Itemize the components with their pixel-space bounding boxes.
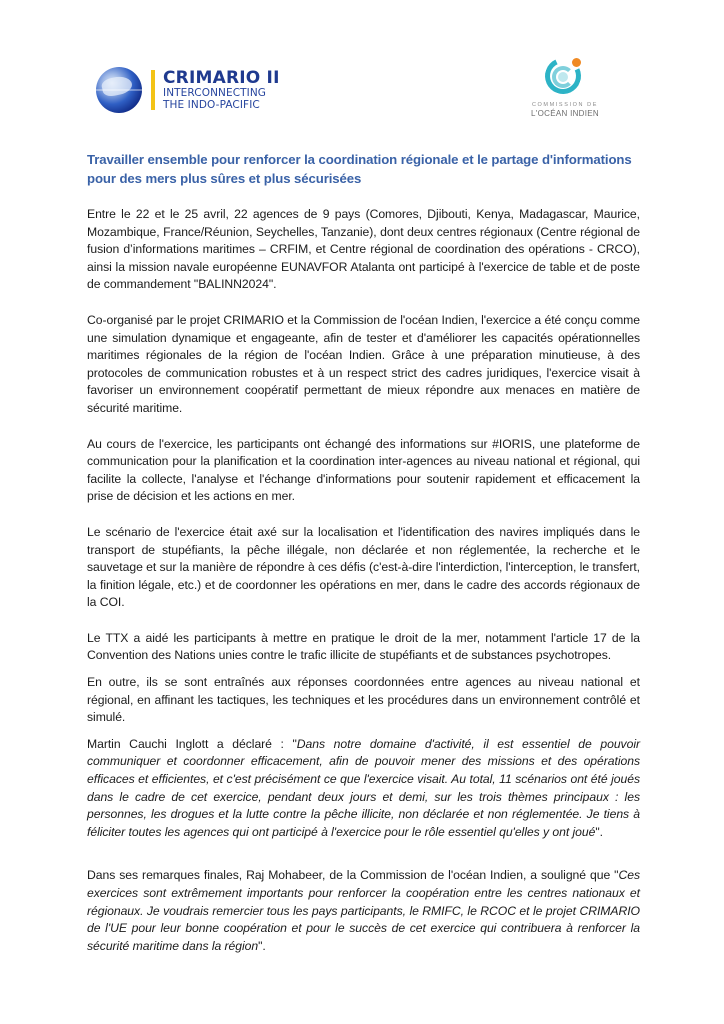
article-headline: Travailler ensemble pour renforcer la coordination régionale et le partage d'informations pour des mers plus sûres et plus sécurisées — [87, 152, 632, 186]
quote-intro: Dans ses remarques finales, Raj Mohabeer, de la Commission de l'océan Indien, a souligné que " — [87, 868, 619, 883]
quote-text: Dans notre domaine d'activité, il est essentiel de pouvoir communiquer et coordonner efficacement, afin de pouvoir mener des missions et des opérations efficaces et efficientes, et c'est précisément ce que l'exercice visait. Au total, 11 scénarios ont été joués dans le cadre de cet exercice, pendant deux jours et demi, sur les trois thèmes principaux : les personnes, les drogues et la lutte contre la pêche illicite, non déclarée et non réglementée. Je tiens à féliciter toutes les agences qui ont participé à l'exercice pour le rôle essentiel qu'elles y ont joué — [87, 736, 640, 839]
paragraph-training: En outre, ils se sont entraînés aux réponses coordonnées entre agences au niveau national et régional, en affinant les tactiques, les techniques et les procédures dans un environnement contrôlé et simulé. — [87, 675, 640, 725]
crimario-subtitle-line1: INTERCONNECTING — [163, 87, 267, 99]
paragraph-quote-mohabeer — [87, 867, 640, 955]
coi-logo-line2: L'OCÉAN INDIEN — [531, 109, 599, 118]
article-body — [87, 150, 640, 973]
crimario-logo — [96, 62, 280, 118]
coi-logo-line1: COMMISSION DE — [531, 102, 599, 108]
paragraph-scenario: Le scénario de l'exercice était axé sur la localisation et l'identification des navires impliqués dans le transport de stupéfiants, la pêche illégale, non déclarée et non réglementée, la recherche et le sauvetage et sur la manière de répondre à ces défis (c'est-à-dire l'interdiction, l'interception, le transfert, la finition légale, etc.) et de coordonner les opérations en mer, dans le cadre des accords régionaux de la COI. — [87, 524, 640, 610]
globe-icon — [96, 67, 142, 113]
crimario-subtitle-line2: THE INDO-PACIFIC — [163, 98, 260, 111]
paragraph-co-organisation: Co-organisé par le projet CRIMARIO et la Commission de l'océan Indien, l'exercice a été conçu comme une simulation dynamique et engageante, afin de tester et d'améliorer les capacités opérationnelles maritimes régionales de la région de l'océan Indien. Grâce à une préparation minutieuse, à des protocoles de communication robustes et à un respect strict des cadres juridiques, l'exercice visait à favoriser un environnement coopératif permettant de mieux répondre aux menaces en matière de sécurité maritime. — [87, 312, 640, 415]
quote-intro: Martin Cauchi Inglott a déclaré : " — [87, 736, 297, 751]
quote-outro: ". — [595, 824, 603, 839]
paragraph-ttx: Le TTX a aidé les participants à mettre en pratique le droit de la mer, notamment l'article 17 de la Convention des Nations unies contre le trafic illicite de stupéfiants et de substances psychotropes. — [87, 630, 640, 663]
paragraph-quote-inglott — [87, 736, 640, 842]
coi-logo — [520, 56, 610, 118]
crimario-title: CRIMARIO II — [163, 68, 280, 88]
coi-spiral-icon — [545, 56, 585, 96]
paragraph-ioris: Au cours de l'exercice, les participants ont échangé des informations sur #IORIS, une plateforme de communication pour la planification et la coordination inter-agences au niveau national et régional, qui facilite la collecte, l'analyse et l'échange d'informations pour soutenir rapidement et efficacement la prise de décision et les actions en mer. — [87, 436, 640, 504]
crimario-logo-text — [163, 70, 280, 110]
paragraph-participants: Entre le 22 et le 25 avril, 22 agences de 9 pays (Comores, Djibouti, Kenya, Madagascar, Maurice, Mozambique, France/Réunion, Seychelles, Tanzanie), dont deux centres régionaux (Centre régional de fusion d’informations maritimes – CRFIM, et Centre régional de coordination des opérations - CRCO), ainsi la mission navale européenne EUNAVFOR Atalanta ont participé à l'exercice de table et de poste de commandement "BALINN2024". — [87, 207, 640, 292]
quote-outro: ". — [258, 938, 266, 953]
quote-text: Ces exercices sont extrêmement importants pour renforcer la coopération entre les centres nationaux et régionaux. Je voudrais remercier tous les pays participants, le RMIFC, le RCOC et le projet CRIMARIO de l'UE pour leur bonne coopération et pour le succès de cet exercice qui contribuera à renforcer la sécurité maritime dans la région — [87, 868, 640, 953]
logo-divider-bar — [151, 70, 155, 110]
